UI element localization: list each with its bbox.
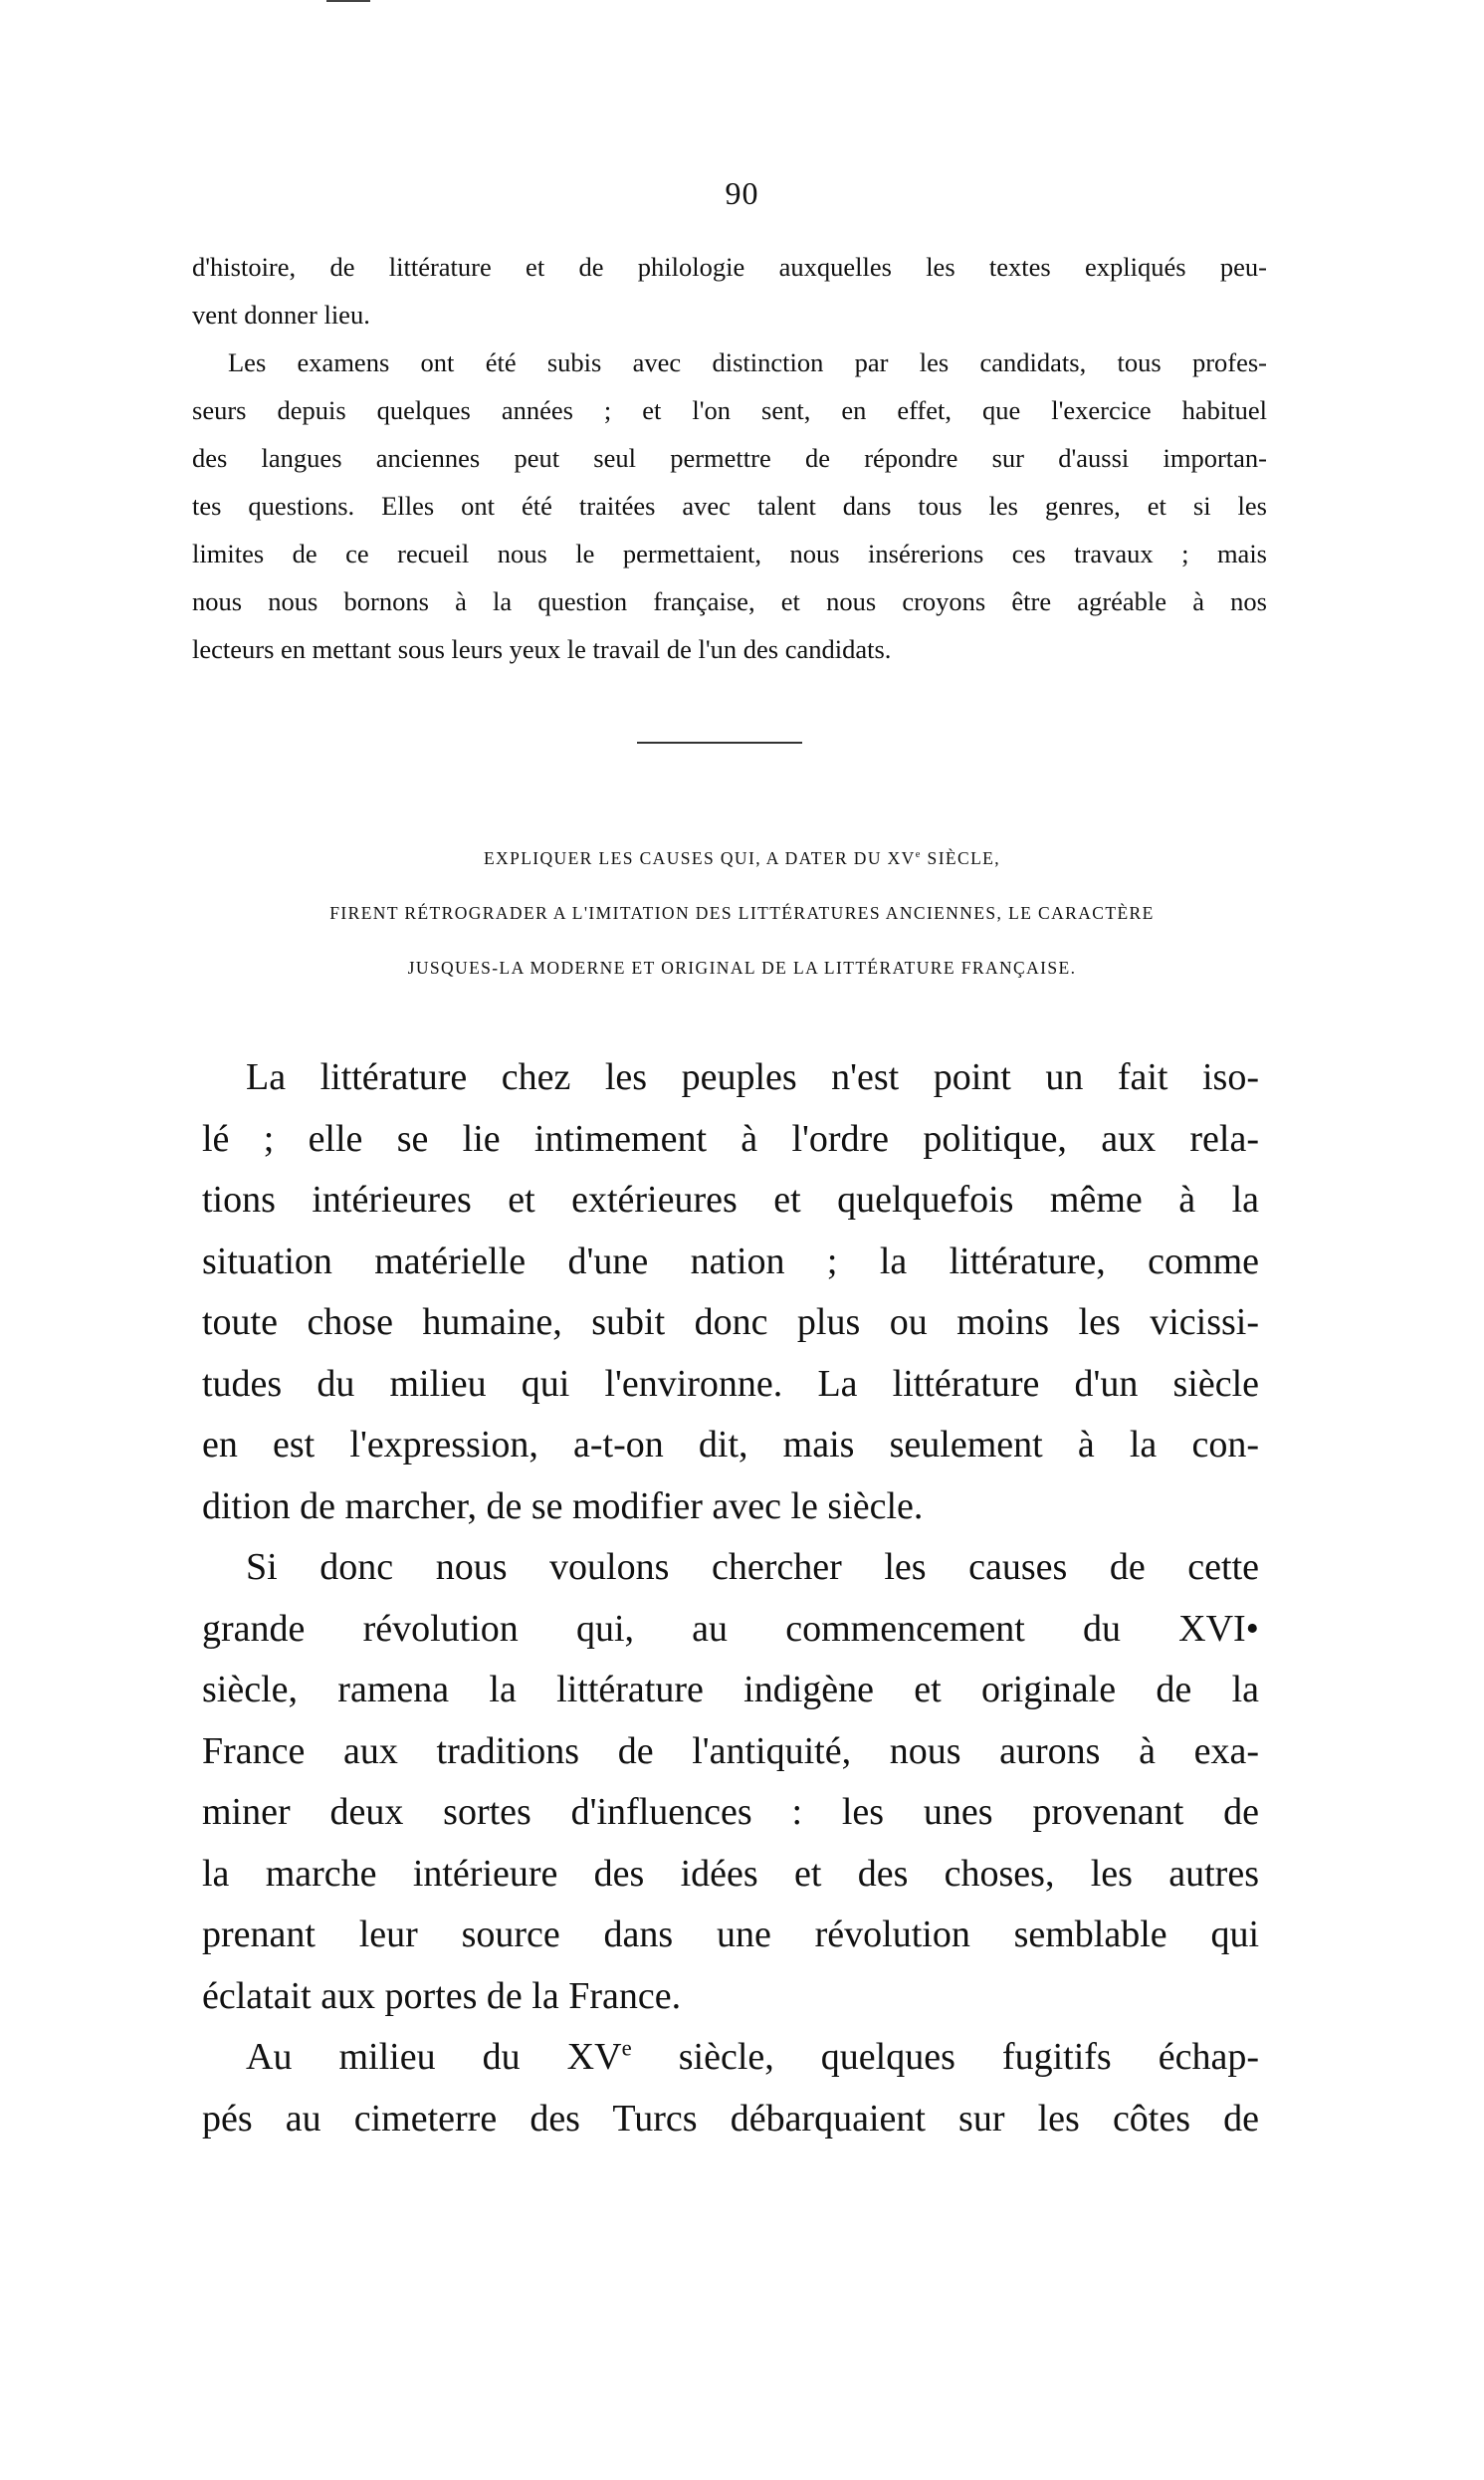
- text-line: des langues anciennes peut seul permettre de répondre sur d'aussi importan-: [192, 443, 1267, 473]
- text-line: éclatait aux portes de la France.: [202, 1974, 682, 2017]
- text-line: prenant leur source dans une révolution semblable qui: [202, 1914, 1259, 1955]
- intro-paragraphs: [192, 243, 1267, 673]
- text-line: lecteurs en mettant sous leurs yeux le travail de l'un des candidats.: [192, 634, 892, 664]
- text-line: situation matérielle d'une nation ; la littérature, comme: [202, 1240, 1259, 1282]
- essay-body: [202, 1047, 1259, 2149]
- text-line: seurs depuis quelques années ; et l'on sent, en effet, que l'exercice habituel: [192, 395, 1267, 425]
- text-line: France aux traditions de l'antiquité, nous aurons à exa-: [202, 1729, 1259, 1772]
- page-number: 90: [725, 175, 759, 211]
- text-line: vent donner lieu.: [192, 300, 370, 330]
- text-segment: Au milieu du XV: [246, 2036, 622, 2078]
- text-line: tudes du milieu qui l'environne. La littérature d'un siècle: [202, 1362, 1259, 1405]
- text-line: toute chose humaine, subit donc plus ou moins les vicissi-: [202, 1301, 1259, 1343]
- text-line: siècle, ramena la littérature indigène et originale de la: [202, 1669, 1259, 1710]
- text-line: Les examens ont été subis avec distinction par les candidats, tous profes-: [228, 347, 1267, 377]
- subject-text: SIÈCLE,: [921, 848, 1001, 868]
- text-line: pés au cimeterre des Turcs débarquaient sur les côtes de: [202, 2097, 1259, 2140]
- text-line: d'histoire, de littérature et de philologie auxquelles les textes expliqués peu-: [192, 252, 1267, 282]
- text-line: Si donc nous voulons chercher les causes de cette: [246, 1546, 1259, 1588]
- subject-line-1: [0, 831, 1484, 886]
- text-segment: siècle, quelques fugitifs échap-: [631, 2036, 1259, 2078]
- subject-line-2: FIRENT RÉTROGRADER A L'IMITATION DES LITTÉRATURES ANCIENNES, LE CARACTÈRE: [329, 903, 1155, 923]
- text-line: limites de ce recueil nous le permettaient, nous insérerions ces travaux ; mais: [192, 539, 1267, 568]
- text-line: lé ; elle se lie intimement à l'ordre politique, aux rela-: [202, 1117, 1259, 1160]
- section-separator: [637, 742, 802, 744]
- text-line: nous nous bornons à la question française, et nous croyons être agréable à nos: [192, 586, 1267, 616]
- intro-paragraph-2: [192, 338, 1267, 673]
- subject-line-3: JUSQUES-LA MODERNE ET ORIGINAL DE LA LITTÉRATURE FRANÇAISE.: [407, 958, 1077, 978]
- superscript: e: [621, 2035, 632, 2061]
- essay-subject-heading: [0, 831, 1484, 996]
- text-line: miner deux sortes d'influences : les unes provenant de: [202, 1791, 1259, 1833]
- text-line: La littérature chez les peuples n'est point un fait iso-: [246, 1056, 1259, 1098]
- subject-text: EXPLIQUER LES CAUSES QUI, A DATER DU XV: [483, 848, 916, 868]
- text-line: en est l'expression, a-t-on dit, mais seulement à la con-: [202, 1424, 1259, 1465]
- text-line: grande révolution qui, au commencement du XVI•: [202, 1607, 1259, 1650]
- body-paragraph-3: [202, 2027, 1259, 2149]
- text-line: [202, 2027, 1259, 2089]
- text-line: tions intérieures et extérieures et quelquefois même à la: [202, 1179, 1259, 1221]
- text-line: tes questions. Elles ont été traitées avec talent dans tous les genres, et si les: [192, 491, 1267, 521]
- body-paragraph-2: [202, 1537, 1259, 2027]
- intro-paragraph-1: [192, 243, 1267, 338]
- top-edge-mark: [326, 0, 370, 2]
- text-line: dition de marcher, de se modifier avec le siècle.: [202, 1484, 924, 1527]
- superscript: e: [915, 849, 922, 861]
- text-line: la marche intérieure des idées et des choses, les autres: [202, 1852, 1259, 1895]
- body-paragraph-1: [202, 1047, 1259, 1537]
